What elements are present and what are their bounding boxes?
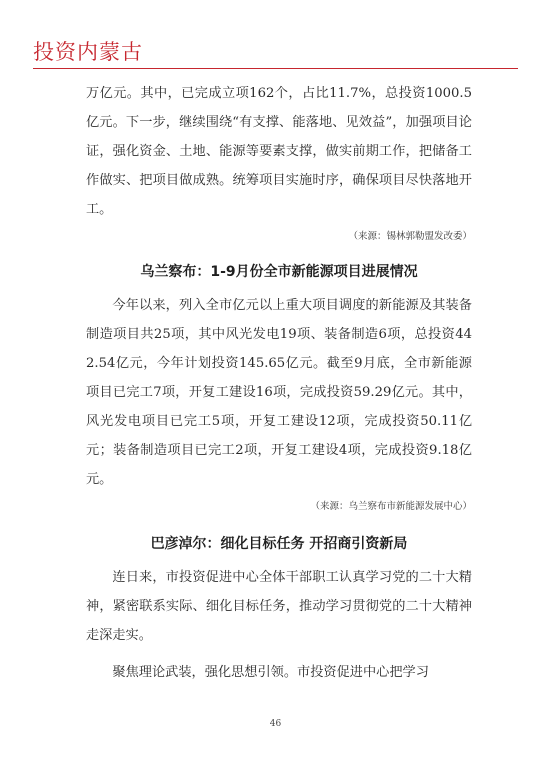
- header-divider: [33, 68, 518, 69]
- source-xilingol: （来源：锡林郭勒盟发改委）: [348, 231, 472, 242]
- section-title-ulanqab: 乌兰察布：1-9月份全市新能源项目进展情况: [140, 264, 418, 280]
- source-ulanqab: （来源：乌兰察布市新能源发展中心）: [310, 501, 472, 512]
- page-content: [86, 79, 472, 687]
- page-header-title: 投资内蒙古: [33, 40, 143, 64]
- paragraph-bayannur-1: 连日来，市投资促进中心全体干部职工认真学习党的二十大精神，紧密联系实际、细化目标任务，推动学习贯彻党的二十大精神走深走实。: [86, 570, 472, 643]
- section-title-bayannur: 巴彦淖尔：细化目标任务 开招商引资新局: [150, 536, 408, 552]
- page-number: 46: [269, 719, 282, 729]
- paragraph-ulanqab: 今年以来，列入全市亿元以上重大项目调度的新能源及其装备制造项目共25项，其中风光发电19项、装备制造6项，总投资442.54亿元，今年计划投资145.65亿元。截至9月底，全市新能源项目已完工7项，开复工建设16项，完成投资59.29亿元。其中，风光发电项目已完工5项，开复工建设12项，完成投资50.11亿元；装备制造项目已完工2项，开复工建设4项，完成投资9.18亿元。: [86, 298, 472, 487]
- paragraph-xilingol-continued: 万亿元。其中，已完成立项162个，占比11.7%，总投资1000.5亿元。下一步，继续围绕“有支撑、能落地、见效益”，加强项目论证，强化资金、土地、能源等要素支撑，做实前期工作，把储备工作做实、把项目做成熟。统筹项目实施时序，确保项目尽快落地开工。: [86, 86, 472, 217]
- paragraph-bayannur-2: 聚焦理论武装，强化思想引领。市投资促进中心把学习: [112, 665, 429, 680]
